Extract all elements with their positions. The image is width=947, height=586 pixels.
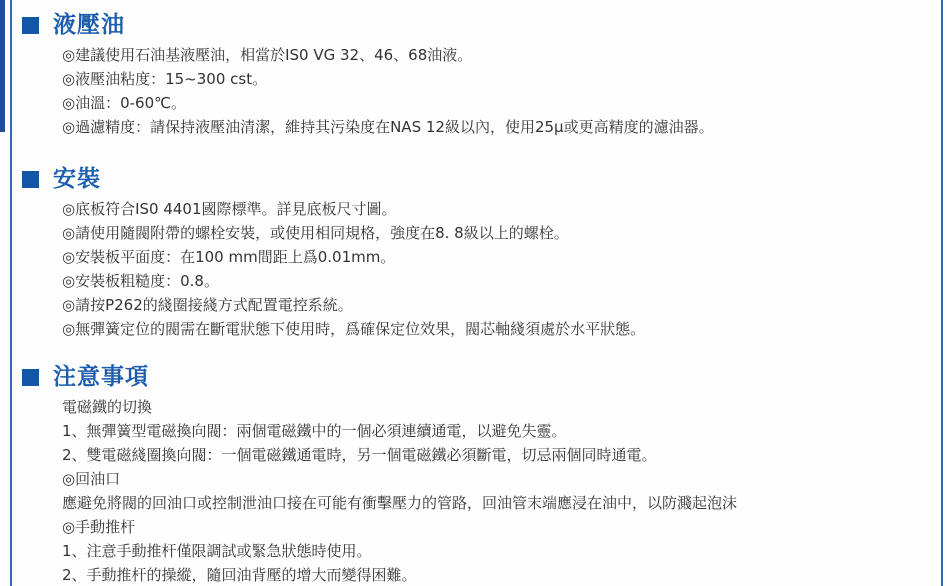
square-bullet-icon bbox=[22, 369, 39, 386]
section-title-precautions: 注意事項 bbox=[53, 364, 149, 390]
list-item: ◎安裝板平面度：在100 mm間距上爲0.01mm。 bbox=[62, 248, 396, 266]
list-item: 應避免將閥的回油口或控制泄油口接在可能有衝擊壓力的管路，回油管末端應浸在油中，以防濺起泡沫 bbox=[62, 494, 738, 512]
list-item: ◎建議使用石油基液壓油，相當於IS0 VG 32、46、68油液。 bbox=[62, 46, 473, 64]
list-item: 2、手動推杆的操縱，隨回油背壓的增大而變得困難。 bbox=[62, 566, 417, 584]
list-item: ◎回油口 bbox=[62, 470, 121, 488]
section-heading bbox=[22, 166, 922, 192]
list-item: ◎無彈簧定位的閥需在斷電狀態下使用時，爲確保定位效果，閥芯軸綫須處於水平狀態。 bbox=[62, 320, 646, 338]
section-title-installation: 安裝 bbox=[53, 166, 101, 192]
list-item: 1、無彈簧型電磁換向閥：兩個電磁鐵中的一個必須連續通電，以避免失靈。 bbox=[62, 422, 567, 440]
section-title-hydraulic-oil: 液壓油 bbox=[53, 12, 125, 38]
section-precautions bbox=[22, 364, 922, 586]
list-item: ◎安裝板粗糙度：0.8。 bbox=[62, 272, 219, 290]
list-item: ◎請按P262的綫圈接綫方式配置電控系統。 bbox=[62, 296, 353, 314]
section-installation bbox=[22, 166, 922, 341]
list-item: ◎過濾精度：請保持液壓油清潔，維持其污染度在NAS 12級以內，使用25μ或更高精度的濾油器。 bbox=[62, 118, 714, 136]
square-bullet-icon bbox=[22, 171, 39, 188]
section-body bbox=[22, 395, 922, 586]
list-item: 2、雙電磁綫圈換向閥：一個電磁鐵通電時，另一個電磁鐵必須斷電，切忌兩個同時通電。 bbox=[62, 446, 657, 464]
section-heading bbox=[22, 12, 922, 38]
list-item: ◎底板符合IS0 4401國際標準。詳見底板尺寸圖。 bbox=[62, 200, 397, 218]
left-accent-bar bbox=[0, 0, 5, 132]
square-bullet-icon bbox=[22, 17, 39, 34]
list-item: ◎請使用隨閥附帶的螺栓安裝，或使用相同規格，強度在8. 8級以上的螺栓。 bbox=[62, 224, 569, 242]
list-item: 1、注意手動推杆僅限調試或緊急狀態時使用。 bbox=[62, 542, 372, 560]
section-hydraulic-oil bbox=[22, 12, 922, 139]
list-item: ◎油溫：0-60℃。 bbox=[62, 94, 186, 112]
section-heading bbox=[22, 364, 922, 390]
section-body bbox=[22, 197, 922, 341]
list-item: ◎手動推杆 bbox=[62, 518, 136, 536]
left-border-rule bbox=[10, 0, 12, 586]
right-border-rule bbox=[941, 0, 943, 586]
document-content bbox=[22, 12, 922, 586]
list-item: 電磁鐵的切換 bbox=[62, 398, 153, 416]
list-item: ◎液壓油粘度：15~300 cst。 bbox=[62, 70, 268, 88]
section-body bbox=[22, 43, 922, 139]
